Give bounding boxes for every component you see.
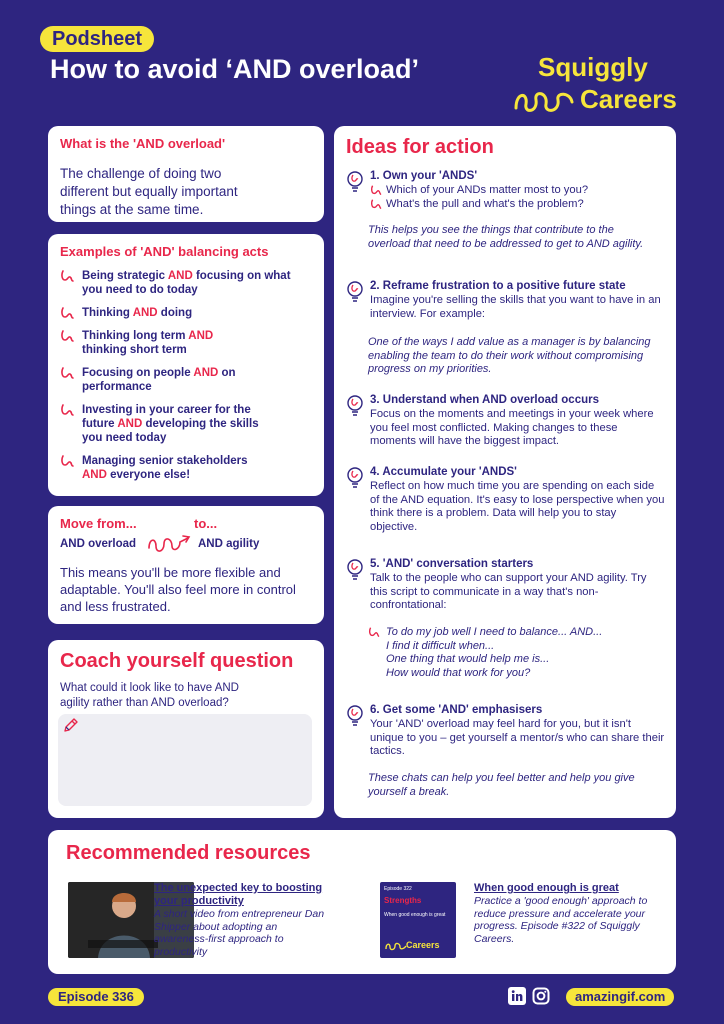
step-body: Focus on the moments and meetings in your week where you feel most conflicted. Making changes to these moments will have the biggest impact.	[370, 408, 654, 447]
resource-item-2	[474, 882, 652, 945]
website-link[interactable]: amazingif.com	[566, 988, 674, 1006]
list-item	[60, 403, 270, 445]
thumb-title: When good enough is great	[384, 912, 446, 918]
podsheet-badge: Podsheet	[40, 26, 154, 52]
example-and: AND	[188, 330, 214, 342]
squiggle-bullet-icon	[370, 184, 382, 196]
step-note: This helps you see the things that contribute to the overload that need to be addressed to get to AND agility.	[368, 224, 644, 250]
coach-question: What could it look like to have AND agility rather than AND overload?	[60, 682, 239, 709]
example-and: AND	[82, 469, 107, 481]
squiggle-icon	[512, 86, 582, 116]
answer-box[interactable]	[58, 714, 312, 806]
resource-desc: Practice a 'good enough' approach to reduce pressure and accelerate your progress. Episode #322 of Squiggly Careers.	[474, 895, 648, 945]
example-text: doing	[157, 307, 193, 319]
squiggle-bullet-icon	[60, 306, 74, 320]
coach-heading: Coach yourself question	[60, 650, 294, 672]
example-text: Managing senior stakeholders	[82, 455, 248, 467]
ideas-card	[334, 126, 676, 818]
episode-badge: Episode 336	[48, 988, 144, 1006]
list-item	[60, 269, 312, 297]
squiggly-careers-logo	[512, 52, 692, 118]
squiggle-icon	[384, 940, 408, 952]
lightbulb-icon	[346, 558, 364, 582]
move-from-label: Move from...	[60, 516, 137, 531]
squiggle-arrow-icon	[146, 532, 194, 556]
example-text: Focusing on people	[82, 367, 194, 379]
example-and: AND	[117, 418, 143, 430]
example-and: AND	[132, 307, 158, 319]
step-title: 6. Get some 'AND' emphasisers	[370, 704, 543, 716]
squiggle-bullet-icon	[60, 329, 74, 343]
example-text: everyone else!	[106, 469, 191, 481]
example-text: developing the skills you need today	[82, 418, 259, 444]
what-is-body: The challenge of doing two different but equally important things at the same time.	[60, 166, 238, 217]
page-title: How to avoid ‘AND overload’	[50, 54, 420, 84]
squiggle-bullet-icon	[60, 454, 74, 468]
example-text: Investing in your career for the future	[82, 404, 251, 430]
instagram-icon[interactable]	[532, 987, 550, 1005]
squiggle-bullet-icon	[60, 269, 74, 283]
resources-card	[48, 830, 676, 974]
resource-link[interactable]: When good enough is great	[474, 882, 619, 894]
script-line: To do my job well I need to balance... AND...	[386, 626, 603, 638]
move-from-card	[48, 506, 324, 624]
resource-link[interactable]: The unexpected key to boosting your productivity	[154, 882, 323, 907]
squiggle-bullet-icon	[368, 626, 380, 638]
thumb-brand: Careers	[406, 940, 440, 950]
lightbulb-icon	[346, 280, 364, 304]
subitem-text: Which of your ANDs matter most to you?	[386, 184, 589, 196]
step-note: One of the ways I add value as a manager is by balancing enabling the team to do their work without compromising progress on my priorities.	[368, 336, 651, 375]
lightbulb-icon	[346, 466, 364, 490]
script-line: I find it difficult when...	[386, 639, 495, 652]
podcast-thumbnail[interactable]	[380, 882, 456, 958]
list-item	[60, 454, 250, 482]
step-title: 2. Reframe frustration to a positive future state	[370, 280, 626, 292]
squiggle-bullet-icon	[370, 198, 382, 210]
resources-heading: Recommended resources	[66, 842, 311, 864]
step-body: Talk to the people who can support your AND agility. Try this script to communicate in a way that's non-confrontational:	[370, 572, 647, 611]
move-body: This means you'll be more flexible and adaptable. You'll also feel more in control and less frustrated.	[60, 565, 296, 614]
step-body: Your 'AND' overload may feel hard for you, but it isn't unique to you – get yourself a mentor/s who can share their tactics.	[370, 718, 665, 757]
list-item	[370, 198, 666, 212]
squiggle-bullet-icon	[60, 366, 74, 380]
what-is-card	[48, 126, 324, 222]
resource-desc: A short video from entrepreneur Dan Shipper about adopting an awareness-first approach to productivity	[154, 908, 325, 958]
ideas-heading: Ideas for action	[346, 136, 494, 158]
lightbulb-icon	[346, 704, 364, 728]
list-item	[370, 184, 666, 198]
conversation-script	[386, 626, 656, 680]
thumb-episode: Episode 322	[384, 886, 412, 892]
examples-list	[60, 269, 312, 482]
thumb-category: Strengths	[384, 896, 422, 905]
example-text: on performance	[82, 367, 236, 393]
step-body: Imagine you're selling the skills that you want to have in an interview. For example:	[370, 294, 661, 320]
resource-item-1	[154, 882, 332, 958]
example-text: Being strategic	[82, 270, 168, 282]
list-item	[60, 366, 250, 394]
step-title: 4. Accumulate your 'ANDS'	[370, 466, 517, 478]
step-title: 5. 'AND' conversation starters	[370, 558, 534, 570]
lightbulb-icon	[346, 170, 364, 194]
script-line: How would that work for you?	[386, 666, 531, 679]
logo-line2: Careers	[580, 84, 677, 114]
example-text: thinking short term	[82, 344, 187, 356]
example-text: Thinking	[82, 307, 133, 319]
linkedin-icon[interactable]	[508, 987, 526, 1005]
step-note: These chats can help you feel better and help you give yourself a break.	[368, 772, 635, 798]
squiggle-bullet-icon	[60, 403, 74, 417]
step-title: 3. Understand when AND overload occurs	[370, 394, 599, 406]
what-is-heading: What is the 'AND overload'	[60, 136, 226, 151]
step-body: Reflect on how much time you are spending on each side of the AND equation. It's easy to lose perspective when you think there is a problem. Data will help you to stay objective.	[370, 480, 665, 533]
step-subitems	[370, 184, 666, 211]
list-item	[60, 329, 220, 357]
examples-heading: Examples of 'AND' balancing acts	[60, 244, 269, 259]
pencil-icon	[62, 716, 80, 734]
subitem-text: What's the pull and what's the problem?	[386, 197, 584, 210]
move-to-label: to...	[194, 516, 218, 531]
step-title: 1. Own your 'ANDS'	[370, 170, 478, 182]
example-text: focusing on what you need to do today	[82, 270, 291, 296]
lightbulb-icon	[346, 394, 364, 418]
example-text: Thinking long term	[82, 330, 189, 342]
logo-line1: Squiggly	[538, 52, 648, 82]
from-value: AND overload	[60, 538, 137, 550]
examples-card	[48, 234, 324, 496]
list-item	[60, 306, 312, 320]
example-and: AND	[167, 270, 193, 282]
coach-card	[48, 640, 324, 818]
script-line: One thing that would help me is...	[386, 653, 550, 665]
to-value: AND agility	[198, 538, 260, 550]
example-and: AND	[193, 367, 219, 379]
